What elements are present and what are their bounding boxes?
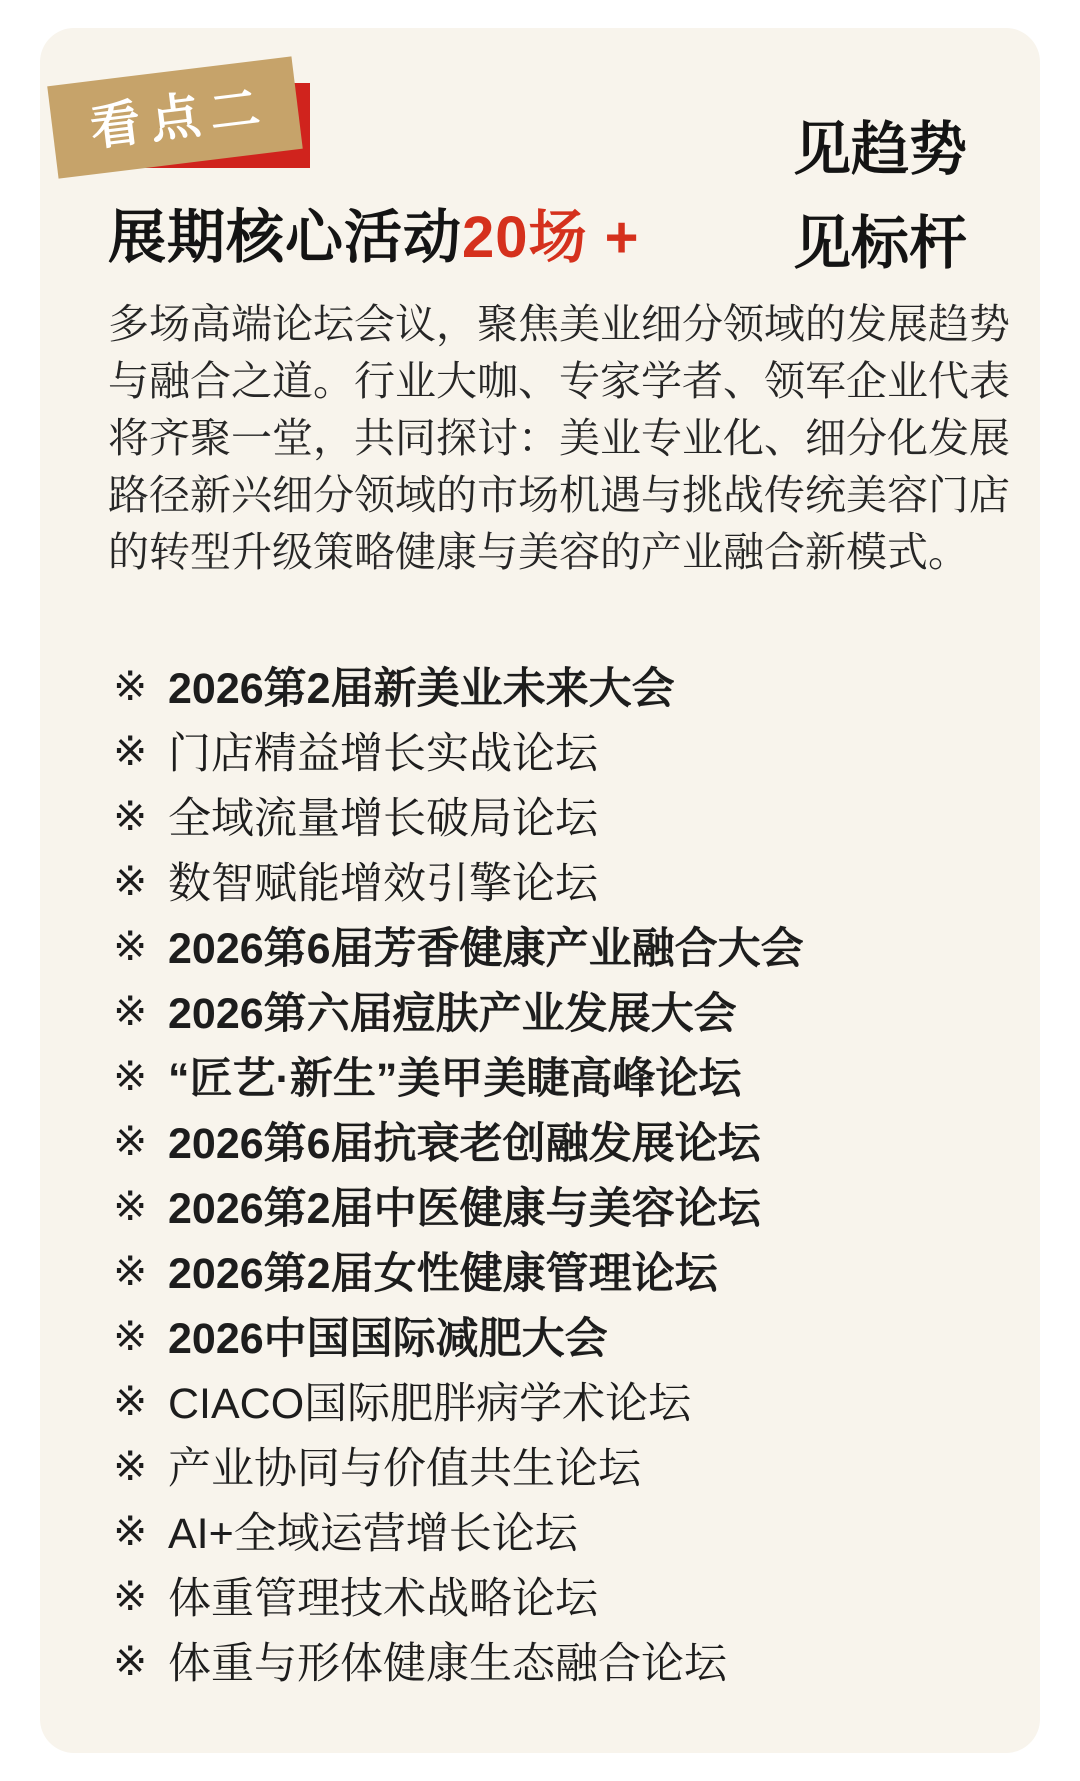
intro-line: 路径新兴细分领域的市场机遇与挑战传统美容门店 <box>108 472 1010 518</box>
list-item <box>113 978 1033 1043</box>
reference-mark-icon: ※ <box>113 792 148 839</box>
reference-mark-icon: ※ <box>113 1572 148 1619</box>
list-item <box>113 848 1033 913</box>
reference-mark-icon: ※ <box>113 922 148 969</box>
event-title: 2026中国国际减肥大会 <box>168 1315 608 1363</box>
event-title: 2026第2届女性健康管理论坛 <box>168 1250 718 1298</box>
event-title: 2026第2届中医健康与美容论坛 <box>168 1185 761 1233</box>
list-item <box>113 1368 1033 1433</box>
event-title: “匠艺·新生”美甲美睫高峰论坛 <box>168 1055 742 1103</box>
event-title: 全域流量增长破局论坛 <box>168 795 598 843</box>
reference-mark-icon: ※ <box>113 1442 148 1489</box>
event-title: 2026第6届芳香健康产业融合大会 <box>168 925 804 973</box>
reference-mark-icon: ※ <box>113 1312 148 1359</box>
intro-paragraph <box>108 296 1038 581</box>
reference-mark-icon: ※ <box>113 727 148 774</box>
reference-mark-icon: ※ <box>113 1117 148 1164</box>
slogan <box>793 103 967 291</box>
list-item <box>113 718 1033 783</box>
reference-mark-icon: ※ <box>113 1052 148 1099</box>
list-item <box>113 1433 1033 1498</box>
list-item <box>113 1303 1033 1368</box>
reference-mark-icon: ※ <box>113 857 148 904</box>
list-item <box>113 1173 1033 1238</box>
reference-mark-icon: ※ <box>113 987 148 1034</box>
intro-line: 多场高端论坛会议，聚焦美业细分领域的发展趋势 <box>108 301 1010 347</box>
event-title: 门店精益增长实战论坛 <box>168 730 598 778</box>
content-panel <box>40 28 1040 1753</box>
event-title: 2026第2届新美业未来大会 <box>168 665 675 713</box>
list-item <box>113 1628 1033 1693</box>
reference-mark-icon: ※ <box>113 1377 148 1424</box>
intro-line: 将齐聚一堂，共同探讨：美业专业化、细分化发展 <box>108 415 1010 461</box>
list-item <box>113 653 1033 718</box>
list-item <box>113 1043 1033 1108</box>
event-title: 2026第6届抗衰老创融发展论坛 <box>168 1120 761 1168</box>
badge-label: 看点二 <box>87 78 273 156</box>
list-item <box>113 1238 1033 1303</box>
list-item <box>113 1563 1033 1628</box>
event-title: CIACO国际肥胖病学术论坛 <box>168 1380 692 1428</box>
list-item <box>113 783 1033 848</box>
event-title: 产业协同与价值共生论坛 <box>168 1445 641 1493</box>
event-list <box>113 653 1033 1693</box>
event-title: 体重与形体健康生态融合论坛 <box>168 1640 727 1688</box>
reference-mark-icon: ※ <box>113 662 148 709</box>
title-text: 展期核心活动 <box>108 205 463 270</box>
title-count: 20场 + <box>462 205 640 270</box>
list-item <box>113 1108 1033 1173</box>
list-item <box>113 913 1033 978</box>
slogan-line-1: 见趋势 <box>792 117 967 182</box>
reference-mark-icon: ※ <box>113 1637 148 1684</box>
intro-line: 与融合之道。行业大咖、专家学者、领军企业代表 <box>108 358 1010 404</box>
event-title: 数智赋能增效引擎论坛 <box>168 860 598 908</box>
intro-line: 的转型升级策略健康与美容的产业融合新模式。 <box>108 529 969 575</box>
event-title: 体重管理技术战略论坛 <box>168 1575 598 1623</box>
slogan-line-2: 见标杆 <box>792 211 967 276</box>
page-title <box>108 205 640 271</box>
event-title: AI+全域运营增长论坛 <box>168 1510 578 1558</box>
reference-mark-icon: ※ <box>113 1182 148 1229</box>
list-item <box>113 1498 1033 1563</box>
highlight-badge <box>75 78 310 168</box>
event-title: 2026第六届痘肤产业发展大会 <box>168 990 737 1038</box>
reference-mark-icon: ※ <box>113 1507 148 1554</box>
reference-mark-icon: ※ <box>113 1247 148 1294</box>
